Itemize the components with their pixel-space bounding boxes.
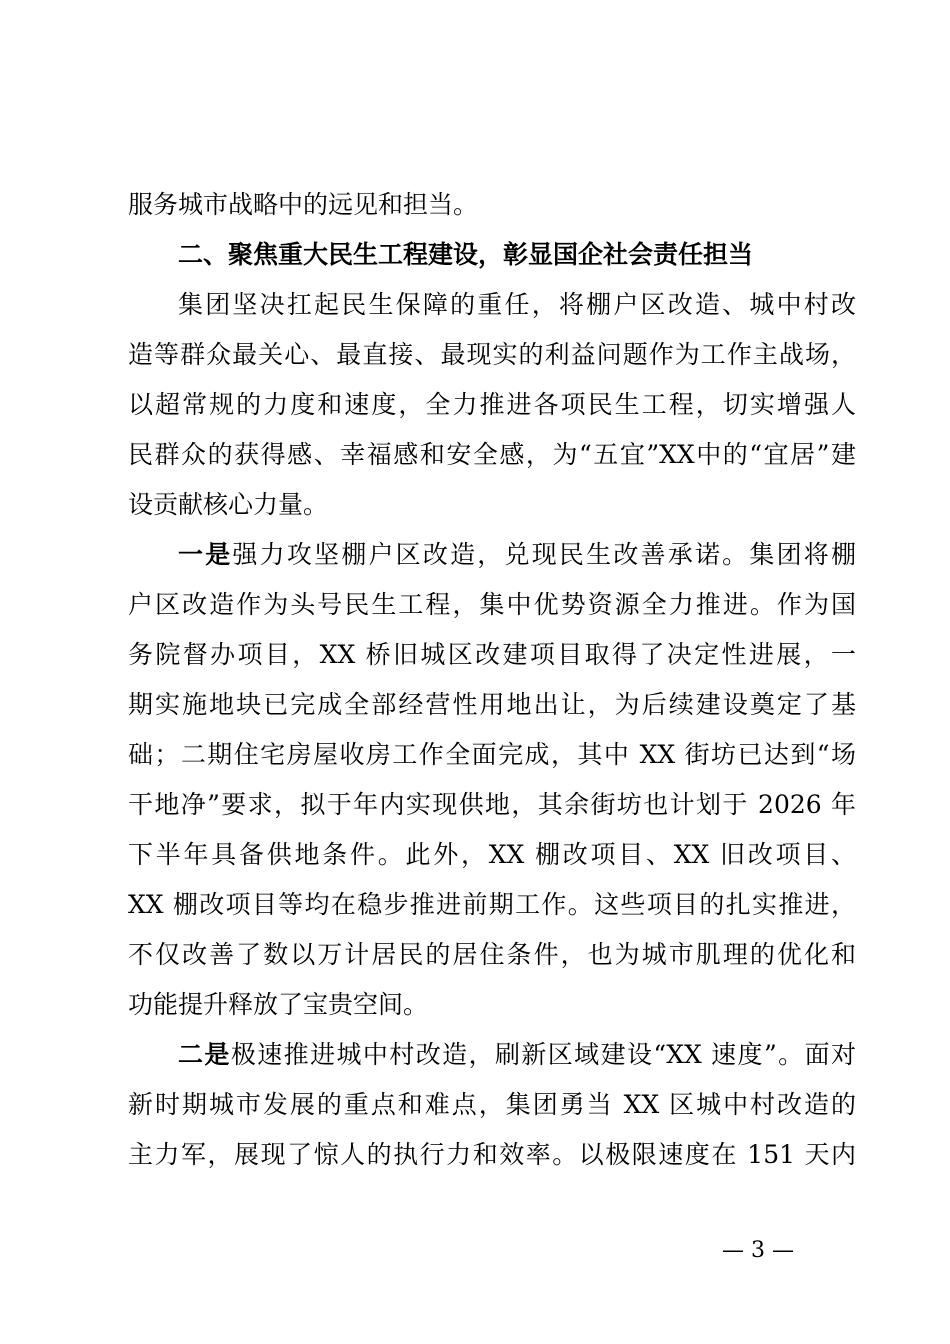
section-heading [128,230,856,280]
line-text: 造等群众最关心、最直接、最现实的利益问题作为工作主战场， [128,340,856,369]
paragraph-line [128,280,856,330]
line-text: 户区改造作为头号民生工程，集中优势资源全力推进。作为国 [128,590,856,619]
paragraph-line [128,930,856,980]
paragraph-lead: 一是 [178,540,233,569]
line-text: 集团坚决扛起民生保障的重任，将棚户区改造、城中村改 [178,290,856,319]
line-text: 干地净”要求，拟于年内实现供地，其余街坊也计划于 2026 年 [128,790,856,819]
paragraph-line [128,380,856,430]
paragraph-line [128,530,856,580]
paragraph-line [128,330,856,380]
line-text: 功能提升释放了宝贵空间。 [128,990,429,1019]
paragraph-line [128,980,856,1030]
line-text: XX 棚改项目等均在稳步推进前期工作。这些项目的扎实推进， [128,890,856,919]
line-text: 不仅改善了数以万计居民的居住条件，也为城市肌理的优化和 [128,940,856,969]
document-body [128,180,856,1180]
line-text: 极速推进城中村改造，刷新区域建设“XX 速度”。面对 [230,1040,856,1069]
paragraph-line [128,880,856,930]
paragraph-line [128,1080,856,1130]
line-text: 以超常规的力度和速度，全力推进各项民生工程，切实增强人 [128,390,856,419]
paragraph-line [128,730,856,780]
line-text: 强力攻坚棚户区改造，兑现民生改善承诺。集团将棚 [232,540,856,569]
paragraph-line [128,480,856,530]
line-text: 主力军，展现了惊人的执行力和效率。以极限速度在 151 天内 [128,1140,856,1169]
paragraph-line [128,630,856,680]
paragraph-line [128,1030,856,1080]
line-text: 服务城市战略中的远见和担当。 [128,190,479,219]
line-text: 民群众的获得感、幸福感和安全感，为“五宜”XX中的“宜居”建 [128,440,856,469]
paragraph-line [128,1130,856,1180]
paragraph-line [128,430,856,480]
paragraph-lead: 二是 [178,1040,231,1069]
paragraph-line [128,580,856,630]
line-text: 础；二期住宅房屋收房工作全面完成，其中 XX 街坊已达到“场 [128,740,856,769]
line-text: 新时期城市发展的重点和难点，集团勇当 XX 区城中村改造的 [128,1090,856,1119]
line-text: 设贡献核心力量。 [128,490,329,519]
line-text: 二、聚焦重大民生工程建设，彰显国企社会责任担当 [178,240,754,269]
paragraph-line [128,830,856,880]
paragraph-line [128,680,856,730]
line-text: 务院督办项目，XX 桥旧城区改建项目取得了决定性进展，一 [128,640,856,669]
page-number: — 3 — [722,1238,794,1263]
line-text: 下半年具备供地条件。此外，XX 棚改项目、XX 旧改项目、 [128,840,856,869]
paragraph-line [128,180,856,230]
paragraph-line [128,780,856,830]
line-text: 期实施地块已完成全部经营性用地出让，为后续建设奠定了基 [128,690,856,719]
